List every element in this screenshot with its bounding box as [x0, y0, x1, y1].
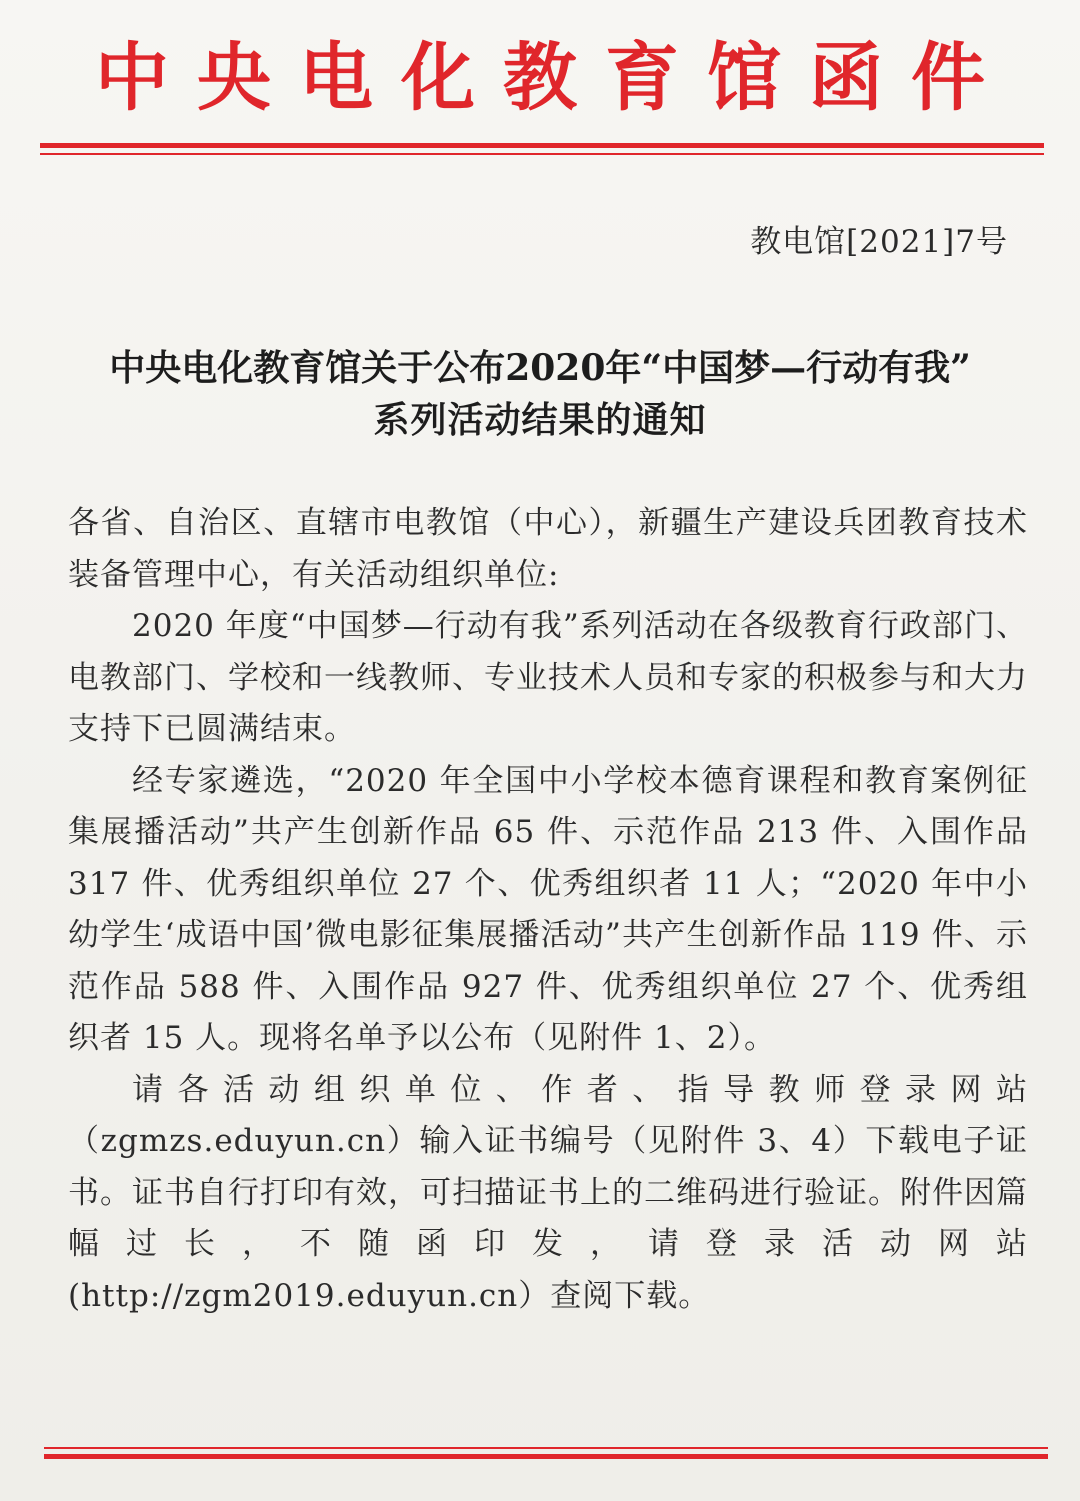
paragraph-2: 经专家遴选，“2020 年全国中小学校本德育课程和教育案例征集展播活动”共产生创新作品 65 件、示范作品 213 件、入围作品 317 件、优秀组织单位 27 个、优秀组织者 11 人；“2020 年中小幼学生‘成语中国’微电影征集展播活动”共产生创新作品 119 件、示范作品 588 件、入围作品 927 件、优秀组织单位 27 个、优秀组织者 15 人。现将名单予以公布（见附件 1、2）。 — [68, 762, 1028, 1056]
paragraph-1: 2020 年度“中国梦—行动有我”系列活动在各级教育行政部门、电教部门、学校和一线教师、专业技术人员和专家的积极参与和大力支持下已圆满结束。 — [68, 608, 1028, 747]
paragraph-3: 请各活动组织单位、作者、指导教师登录网站（zgmzs.eduyun.cn）输入证书编号（见附件 3、4）下载电子证书。证书自行打印有效，可扫描证书上的二维码进行验证。附件因篇幅过长，不随函印发，请登录活动网站(http://zgm2019.eduyun.cn）查阅下载。 — [68, 1071, 1028, 1314]
letterhead-red-rule-thick — [40, 143, 1044, 148]
letterhead-red-rule-thin — [40, 153, 1044, 155]
letterhead-title: 中央电化教育馆函件 — [95, 35, 1013, 121]
salutation: 各省、自治区、直辖市电教馆（中心），新疆生产建设兵团教育技术装备管理中心，有关活动组织单位: — [68, 505, 1028, 593]
notice-title-line-1: 中央电化教育馆关于公布2020年“中国梦—行动有我” — [109, 347, 971, 389]
footer-red-rule-thin — [44, 1447, 1048, 1449]
footer-red-rule-thick — [44, 1454, 1048, 1459]
document-number: 教电馆[2021]7号 — [750, 224, 1008, 260]
notice-title-line-2: 系列活动结果的通知 — [373, 399, 707, 441]
notice-body — [68, 498, 1028, 1322]
